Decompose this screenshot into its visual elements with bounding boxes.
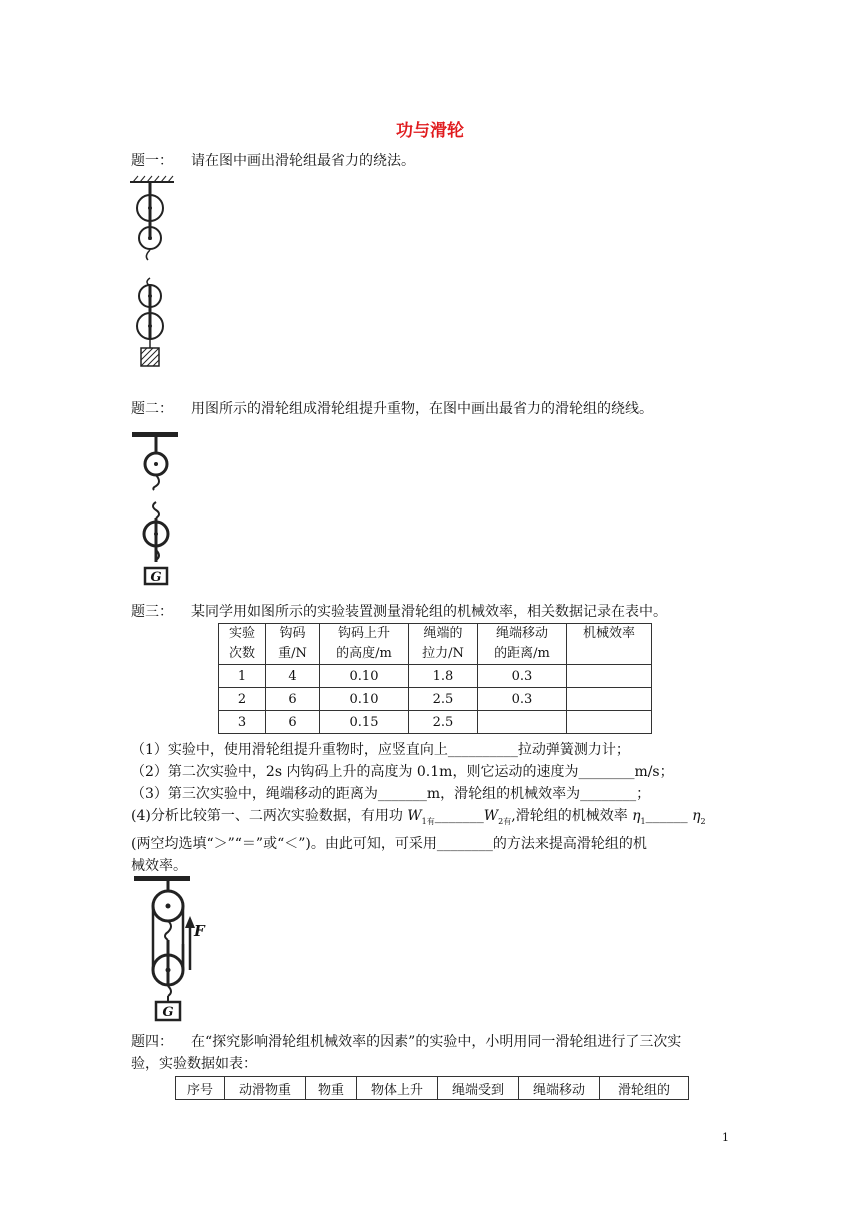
table-cell <box>567 711 652 734</box>
q2-pulley-diagram <box>130 430 190 590</box>
table-header-row <box>176 1077 689 1100</box>
page-number: 1 <box>722 1131 729 1144</box>
table-header-cell: 物重 <box>306 1077 357 1100</box>
table-cell: 0.10 <box>320 688 409 711</box>
q3-data-table <box>218 623 652 734</box>
q3-sub-4-line-3: 械效率。 <box>131 857 187 874</box>
question-1 <box>131 150 415 172</box>
q3-sub-4 <box>131 805 741 833</box>
question-1-text: 请在图中画出滑轮组最省力的绕法。 <box>191 153 415 169</box>
table-cell: 4 <box>266 665 320 688</box>
page-title: 功与滑轮 <box>396 121 464 141</box>
q2-weight-label: G <box>150 570 162 585</box>
w1-symbol: W <box>407 808 422 824</box>
table-row <box>219 711 652 734</box>
table-header-cell: 机械效率 <box>567 624 652 665</box>
q3-sub-4-line-2: (两空均选填“＞”“＝”或“＜”)。由此可知，可采用________的方法来提高滑轮组的机 <box>131 835 647 852</box>
w1-subscript: 1有 <box>421 816 435 826</box>
q4-data-table <box>175 1076 689 1100</box>
q3-sub-3: （3）第三次实验中，绳端移动的距离为_______m，滑轮组的机械效率为________； <box>131 786 651 802</box>
question-2-label: 题二： <box>131 401 173 417</box>
q3-sub-4-text: (4)分析比较第一、二两次实验数据，有用功 <box>131 808 408 824</box>
table-cell: 0.3 <box>478 665 567 688</box>
q3-weight-label: G <box>162 1005 174 1020</box>
blank: ______ <box>645 808 693 824</box>
table-cell: 1.8 <box>409 665 478 688</box>
table-cell: 1 <box>219 665 266 688</box>
w2-subscript: 2有 <box>498 816 512 826</box>
eta1-subscript: 1 <box>640 816 646 826</box>
q3-sub-1: （1）实验中，使用滑轮组提升重物时，应竖直向上__________拉动弹簧测力计； <box>131 742 630 758</box>
table-header-cell: 序号 <box>176 1077 225 1100</box>
question-4-text-1: 在“探究影响滑轮组机械效率的因素”的实验中，小明用同一滑轮组进行了三次实 <box>191 1034 682 1050</box>
table-header-cell: 绳端移动 <box>519 1077 600 1100</box>
table-cell: 2.5 <box>409 688 478 711</box>
eta1-symbol: η <box>632 808 641 824</box>
table-header-cell: 滑轮组的 <box>600 1077 689 1100</box>
w2-symbol: W <box>483 808 499 824</box>
q3-sub-4-text: ,滑轮组的机械效率 <box>511 808 633 824</box>
table-header-cell: 钩码上升 的高度/m <box>320 624 409 665</box>
eta2-subscript: 2 <box>700 816 706 826</box>
table-row <box>219 665 652 688</box>
table-header-cell: 绳端移动 的距离/m <box>478 624 567 665</box>
question-2 <box>131 398 653 420</box>
q3-subquestions <box>131 739 741 877</box>
question-3-label: 题三： <box>131 604 173 620</box>
table-cell <box>478 711 567 734</box>
q1-pulley-diagram <box>124 176 184 372</box>
question-4-label: 题四： <box>131 1034 173 1050</box>
table-header-cell: 绳端受到 <box>438 1077 519 1100</box>
table-row <box>219 688 652 711</box>
table-header-row <box>219 624 652 665</box>
force-label: F <box>194 922 205 940</box>
q3-pulley-diagram <box>132 874 222 1026</box>
q3-sub-2: （2）第二次实验中，2s 内钩码上升的高度为 0.1m，则它运动的速度为________m/s； <box>131 764 674 780</box>
table-cell: 2.5 <box>409 711 478 734</box>
table-cell: 3 <box>219 711 266 734</box>
table-cell: 0.10 <box>320 665 409 688</box>
table-header-cell: 实验 次数 <box>219 624 266 665</box>
table-header-cell: 动滑物重 <box>225 1077 306 1100</box>
table-cell: 6 <box>266 688 320 711</box>
question-2-text: 用图所示的滑轮组成滑轮组提升重物，在图中画出最省力的滑轮组的绕线。 <box>191 401 653 417</box>
table-cell: 0.3 <box>478 688 567 711</box>
question-4 <box>131 1031 681 1053</box>
question-4-text-2: 验，实验数据如表： <box>131 1056 257 1072</box>
question-1-label: 题一： <box>131 153 173 169</box>
table-header-cell: 绳端的 拉力/N <box>409 624 478 665</box>
table-cell: 2 <box>219 688 266 711</box>
table-cell <box>567 665 652 688</box>
table-header-cell: 物体上升 <box>357 1077 438 1100</box>
blank: _______ <box>434 808 484 824</box>
table-cell <box>567 688 652 711</box>
question-3-text: 某同学用如图所示的实验装置测量滑轮组的机械效率，相关数据记录在表中。 <box>191 604 667 620</box>
eta2-symbol: η <box>692 808 701 824</box>
table-header-cell: 钩码 重/N <box>266 624 320 665</box>
table-cell: 0.15 <box>320 711 409 734</box>
table-cell: 6 <box>266 711 320 734</box>
question-3 <box>131 601 667 623</box>
